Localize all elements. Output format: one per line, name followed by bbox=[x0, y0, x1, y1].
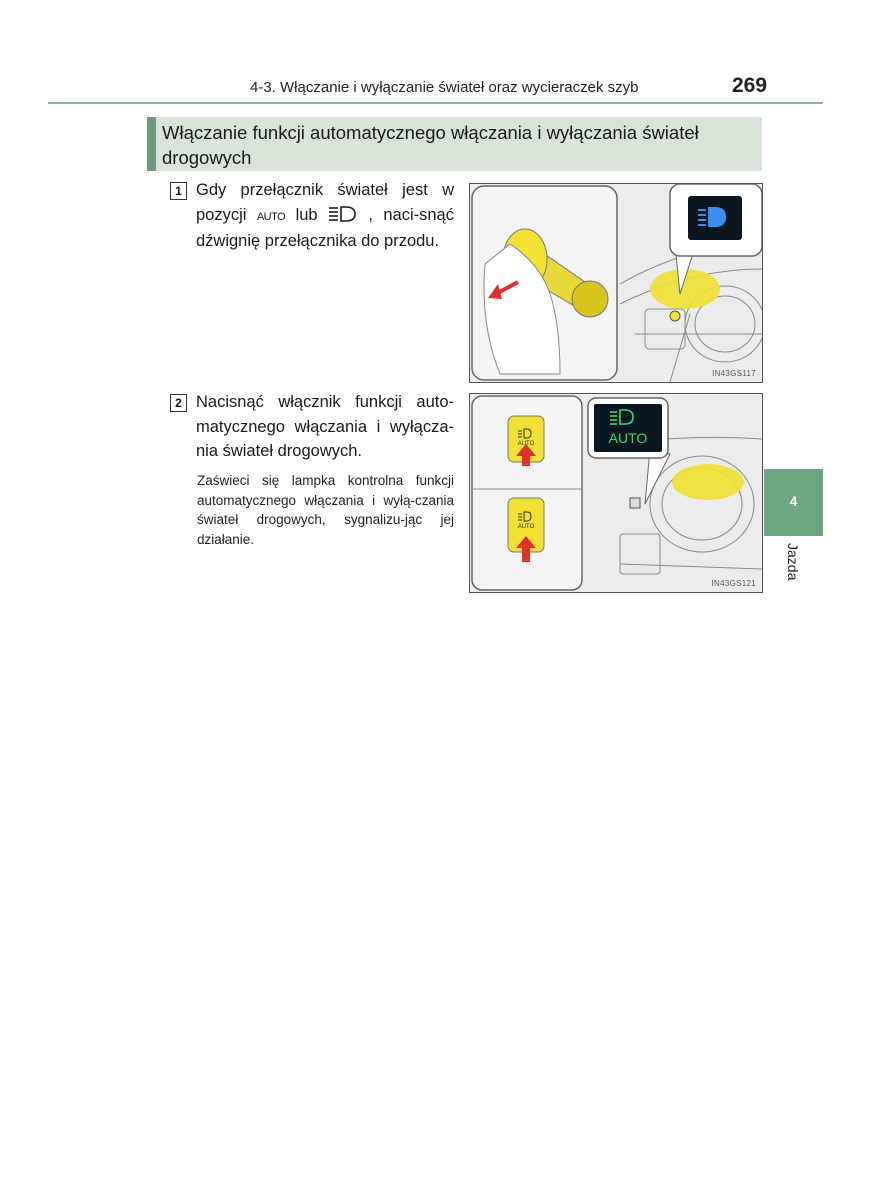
chapter-tab-number: 4 bbox=[789, 493, 798, 509]
figure-2-code: IN43GS121 bbox=[711, 579, 756, 588]
auto-indicator-label: AUTO bbox=[608, 430, 648, 446]
step-1-text-part3: , naci-snąć dźwignię przełącznika do przodu. bbox=[196, 205, 454, 250]
step-1-text bbox=[196, 178, 454, 254]
running-header-title: 4-3. Włączanie i wyłączanie świateł oraz wycieraczek szyb bbox=[250, 79, 639, 96]
step-number-2: 2 bbox=[170, 394, 187, 412]
figure-auto-high-beam-switch bbox=[469, 393, 763, 593]
step-2-text: Nacisnąć włącznik funkcji auto-matycznego włączania i wyłącza-nia świateł drogowych. bbox=[196, 393, 454, 460]
high-beam-icon bbox=[328, 206, 358, 224]
step-number-1: 1 bbox=[170, 182, 187, 200]
chapter-tab-label: Jazda bbox=[785, 543, 801, 581]
chapter-tab bbox=[764, 469, 823, 536]
header-divider bbox=[48, 102, 823, 104]
auto-button-label: AUTO bbox=[517, 441, 535, 447]
figure-1-code: IN43GS117 bbox=[712, 369, 756, 378]
step-1-text-part2: lub bbox=[295, 205, 318, 224]
auto-button-label-pressed: AUTO bbox=[517, 524, 535, 530]
step-2-note: Zaświeci się lampka kontrolna funkcji automatycznego włączania i wyłą-czania świateł drogowych, sygnalizu-jąc jej działanie. bbox=[197, 473, 454, 547]
step-1-text-part1: Gdy przełącznik świateł jest w pozycji bbox=[196, 181, 454, 224]
chapter-tab-label-wrap bbox=[783, 543, 807, 593]
figure-headlight-lever bbox=[469, 183, 763, 383]
auto-symbol: AUTO bbox=[256, 210, 286, 223]
page-number: 269 bbox=[732, 74, 768, 97]
section-heading-accent bbox=[147, 117, 156, 171]
section-title: Włączanie funkcji automatycznego włączania i wyłączania świateł drogowych bbox=[162, 122, 699, 168]
